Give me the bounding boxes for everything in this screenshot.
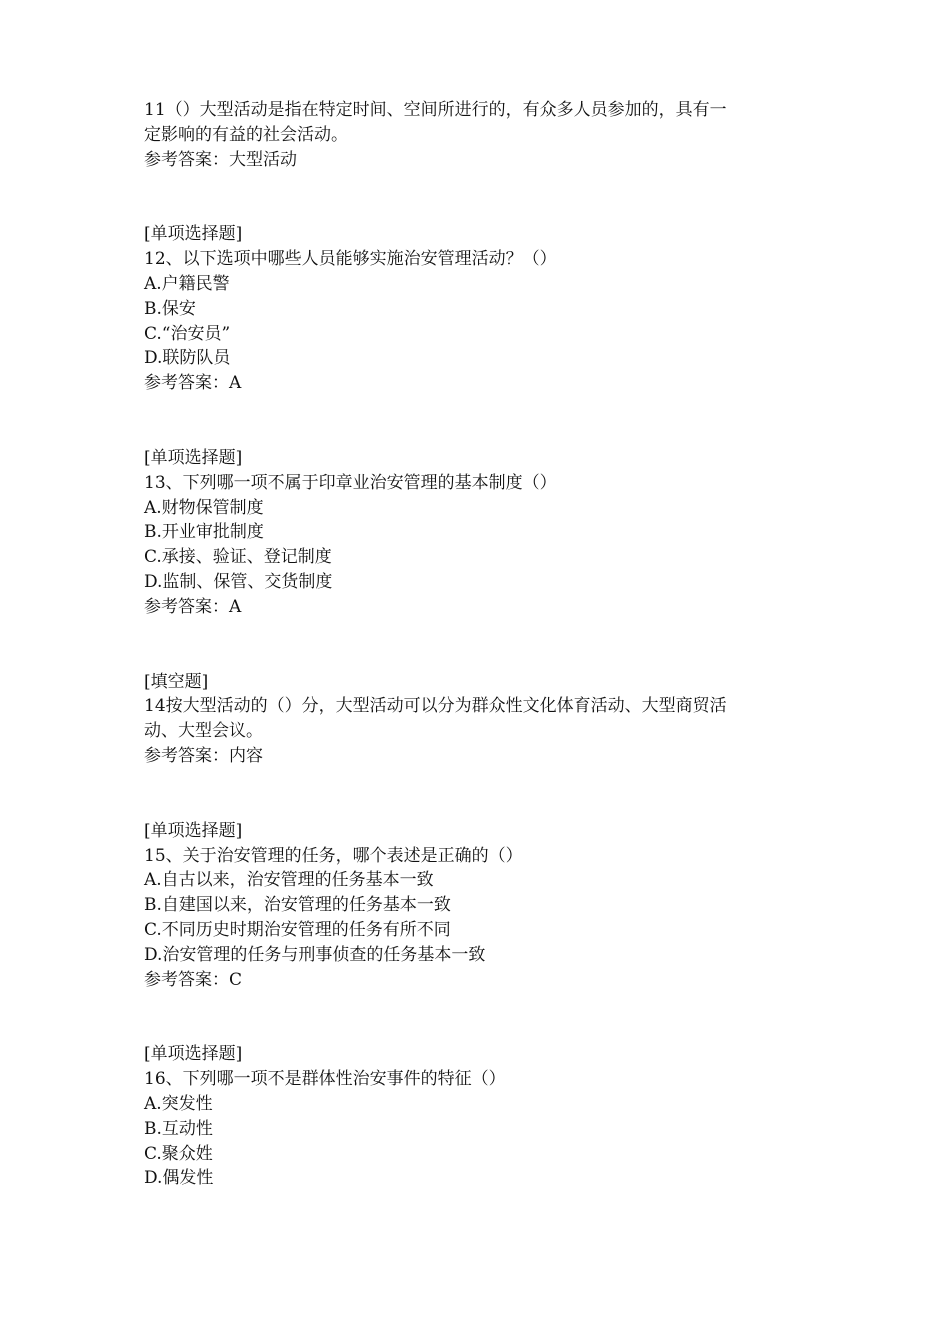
reference-answer: 参考答案：A: [144, 373, 242, 394]
reference-answer: 参考答案：A: [144, 596, 242, 617]
question-text: 12、以下选项中哪些人员能够实施治安管理活动？（）: [144, 249, 557, 270]
option-b: B.自建国以来，治安管理的任务基本一致: [144, 895, 451, 916]
option-c: C.聚众姓: [144, 1143, 213, 1164]
question-text-continued: 动、大型会议。: [144, 721, 263, 742]
option-c: C.不同历史时期治安管理的任务有所不同: [144, 919, 451, 940]
option-c: C.承接、验证、登记制度: [144, 547, 332, 568]
option-b: B.开业审批制度: [144, 522, 264, 543]
document-page: [144, 98, 804, 1191]
option-a: A.户籍民警: [144, 273, 230, 294]
question-type: [单项选择题]: [144, 224, 243, 245]
option-d: D.监制、保管、交货制度: [144, 571, 333, 592]
question-text-continued: 定影响的有益的社会活动。: [144, 124, 348, 145]
question-12: [144, 222, 804, 396]
option-b: B.保安: [144, 298, 196, 319]
option-d: D.偶发性: [144, 1168, 214, 1189]
question-type: [填空题]: [144, 671, 209, 692]
question-text: 11（）大型活动是指在特定时间、空间所进行的，有众多人员参加的，具有一: [144, 100, 727, 120]
question-text: 15、关于治安管理的任务，哪个表述是正确的（）: [144, 845, 523, 866]
option-a: A.突发性: [144, 1093, 213, 1114]
question-text: 13、下列哪一项不属于印章业治安管理的基本制度（）: [144, 472, 557, 493]
reference-answer: 参考答案：内容: [144, 745, 263, 766]
option-d: D.治安管理的任务与刑事侦查的任务基本一致: [144, 944, 486, 965]
question-16: [144, 1042, 804, 1191]
question-14: [144, 670, 804, 769]
question-text: 16、下列哪一项不是群体性治安事件的特征（）: [144, 1069, 506, 1090]
question-13: [144, 446, 804, 620]
question-15: [144, 819, 804, 993]
option-b: B.互动性: [144, 1118, 213, 1139]
question-type: [单项选择题]: [144, 1044, 243, 1065]
question-type: [单项选择题]: [144, 820, 243, 841]
option-d: D.联防队员: [144, 348, 231, 369]
option-a: A.自古以来，治安管理的任务基本一致: [144, 870, 434, 891]
question-type: [单项选择题]: [144, 447, 243, 468]
option-a: A.财物保管制度: [144, 497, 264, 518]
option-c: C.“治安员”: [144, 323, 231, 344]
question-text: 14按大型活动的（）分，大型活动可以分为群众性文化体育活动、大型商贸活: [144, 696, 727, 717]
question-11: [144, 98, 804, 172]
reference-answer: 参考答案：C: [144, 969, 243, 990]
reference-answer: 参考答案：大型活动: [144, 149, 297, 170]
